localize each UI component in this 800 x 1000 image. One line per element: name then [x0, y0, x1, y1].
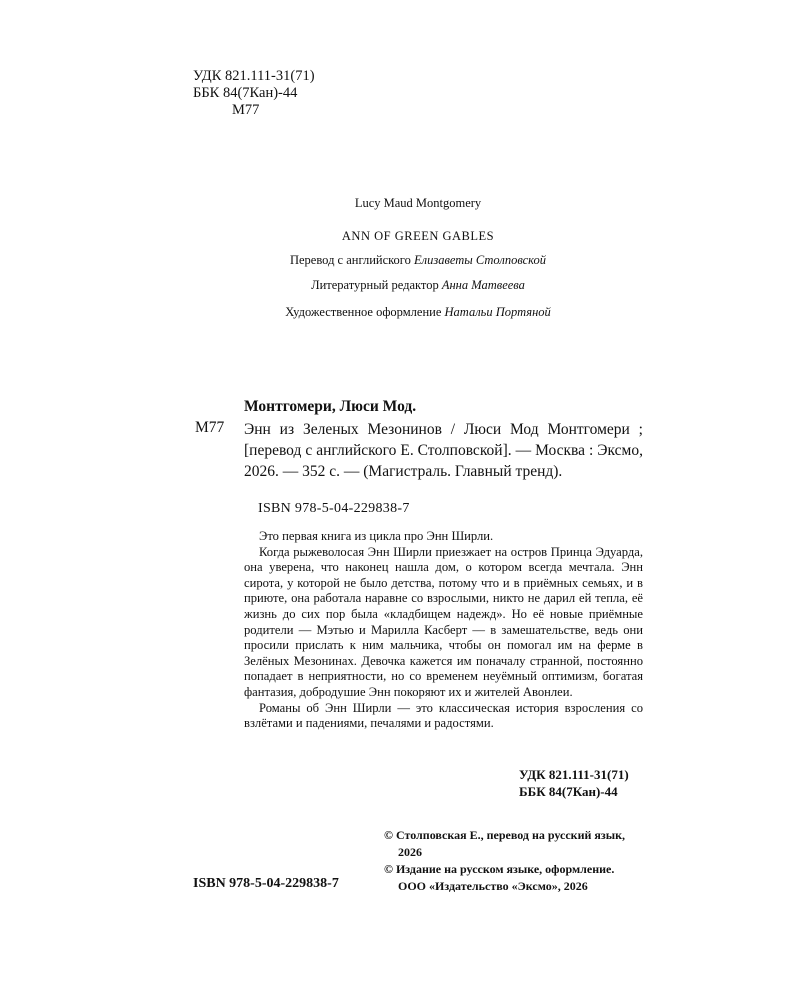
design-label: Художественное оформление — [285, 305, 442, 319]
translation-label: Перевод с английского — [289, 253, 411, 267]
bibliographic-mark: М77 — [195, 419, 225, 436]
udk-code-bottom: УДК 821.111-31(71) — [519, 767, 629, 782]
bibliographic-description: Энн из Зеленых Мезонинов / Люси Мод Монтгомери ; [перевод с английского Е. Столповской]. — Москва : Эксмо, 2026. — 352 с. — (Магистраль. Главный тренд). — [244, 421, 643, 480]
editor-label: Литературный редактор — [311, 278, 439, 292]
top-classification-codes — [193, 68, 315, 119]
isbn-number: ISBN 978-5-04-229838-7 — [258, 501, 410, 516]
isbn-bottom: ISBN 978-5-04-229838-7 — [193, 876, 339, 891]
annotation-paragraph: Когда рыжеволосая Энн Ширли приезжает на остров Принца Эдуарда, она уверена, что наконец нашла дом, о котором всегда мечтала. Энн сирота, у которой не было детства, потому что и в приёмных семьях, и в приюте, она работала наравне со взрослыми, никто не дарил ей тепла, её жизнь до сих пор была «кладбищем надежд». Но её новые приёмные родители — Мэтью и Марилла Касберт — в замешательстве, ведь они просили прислать к ним мальчика, чтобы он помогал им на ферме в Зелёных Мезонинах. Девочка кажется им поначалу странной, постоянно попадает в неприятности, но со временем неуёмный оптимизм, богатая фантазия, добродушие Энн покоряют их и жителей Авонлеи. — [244, 544, 643, 699]
udk-code: УДК 821.111-31(71) — [193, 68, 315, 84]
copyright-translation-year: 2026 — [398, 845, 422, 859]
author-mark: М77 — [232, 102, 260, 118]
bbk-code: ББК 84(7Кан)-44 — [193, 85, 298, 101]
bibliographic-author: Монтгомери, Люси Мод. — [244, 398, 417, 415]
annotation-paragraph: Романы об Энн Ширли — это классическая история взросления со взлётами и падениями, печалями и радостями. — [244, 700, 643, 731]
designer-name: Натальи Портяной — [444, 305, 551, 319]
bottom-classification-codes — [519, 766, 629, 800]
translation-credit — [0, 253, 800, 268]
copyright-publisher: ООО «Издательство «Эксмо», 2026 — [398, 879, 588, 893]
copyright-block — [384, 827, 684, 895]
editor-name: Анна Матвеева — [441, 278, 525, 292]
translator-name: Елизаветы Столповской — [414, 253, 547, 267]
original-title: ANN OF GREEN GABLES — [341, 229, 495, 243]
author-original-name: Lucy Maud Montgomery — [354, 196, 482, 210]
bbk-code-bottom: ББК 84(7Кан)-44 — [519, 784, 618, 799]
annotation-paragraph: Это первая книга из цикла про Энн Ширли. — [259, 529, 494, 543]
copyright-translation: © Столповская Е., перевод на русский язык, — [384, 828, 625, 842]
annotation — [244, 529, 643, 732]
design-credit — [0, 305, 800, 320]
editor-credit — [0, 278, 800, 293]
copyright-edition: © Издание на русском языке, оформление. — [384, 862, 615, 876]
